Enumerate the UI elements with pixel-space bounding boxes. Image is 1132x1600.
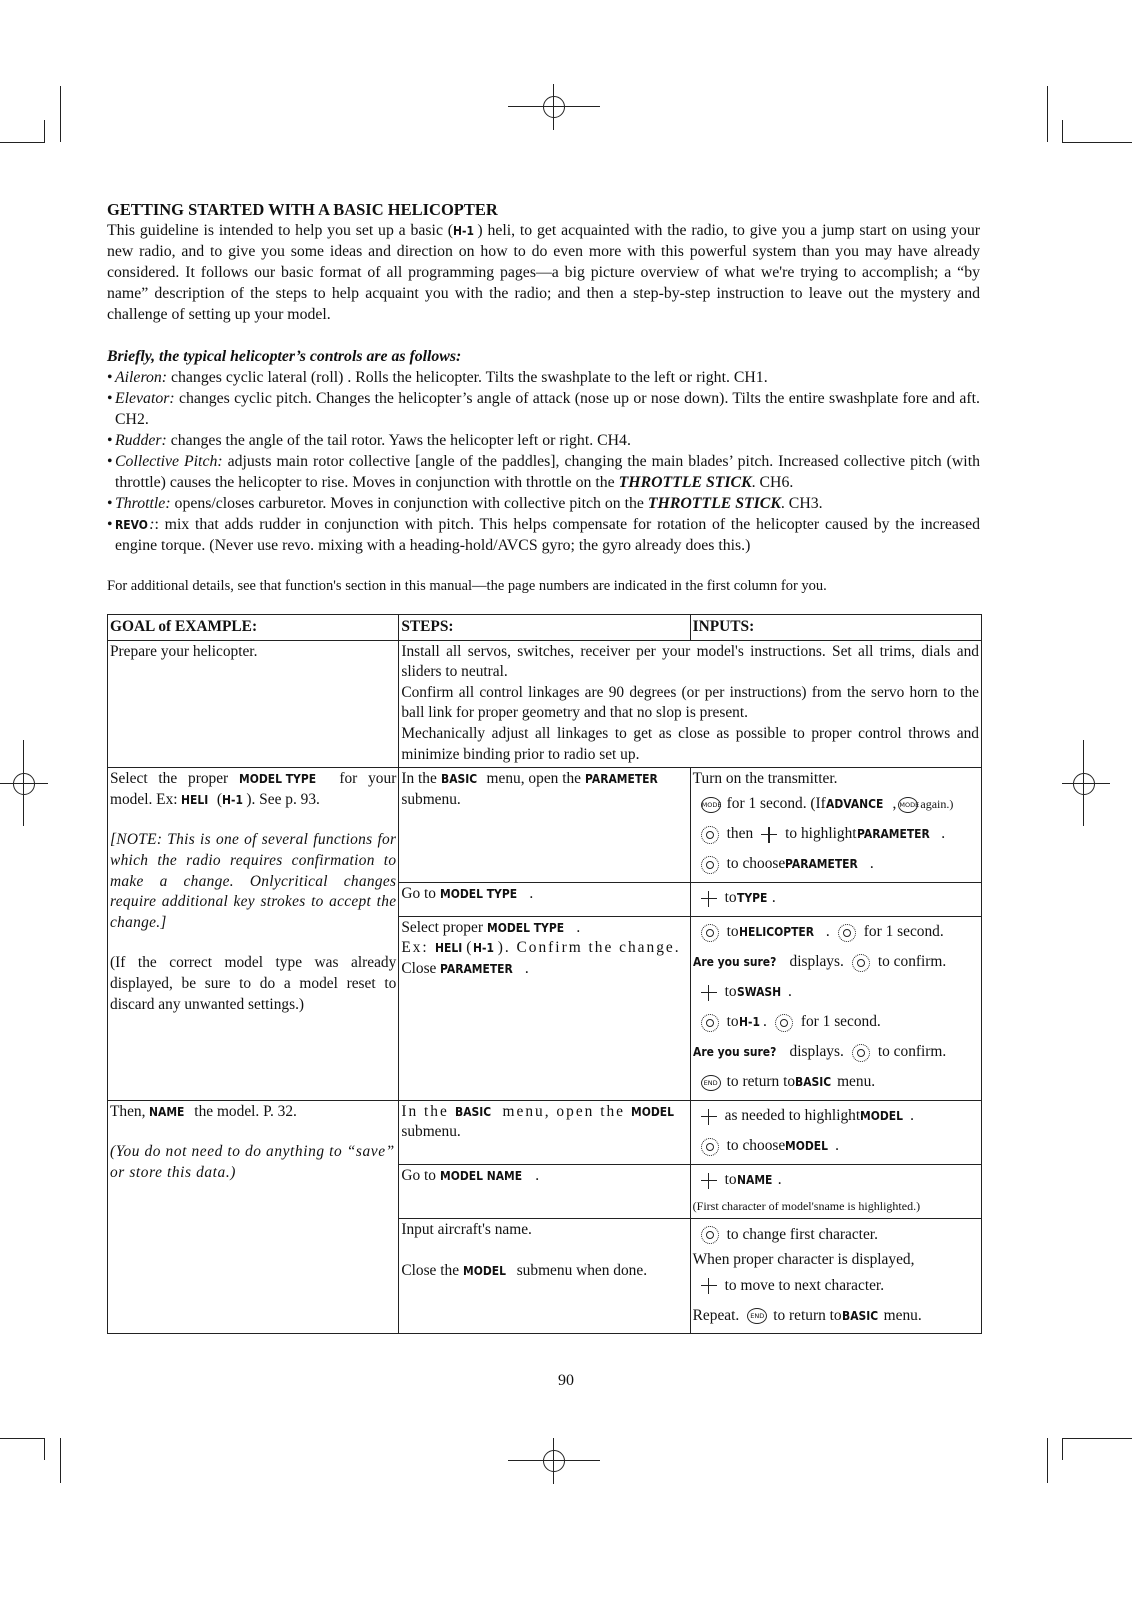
steps-cell: Go to MODEL TYPE . bbox=[399, 882, 690, 916]
control-item: • Throttle: opens/closes carburetor. Moves in conjunction with collective pitch on the THROTTLE STICK. CH3. bbox=[107, 493, 980, 514]
inputs-cell: to change first character. When proper character is displayed, to move to next character. Repeat. END to return to BASIC menu. bbox=[690, 1219, 981, 1334]
table-row bbox=[108, 1100, 982, 1164]
header-goal: GOAL of EXAMPLE: bbox=[108, 615, 399, 641]
steps-table bbox=[107, 614, 982, 1334]
cross-key-icon bbox=[701, 1278, 717, 1294]
intro-text-cont: ) heli, to get acquainted with the radio, to give you a jump start on using your new radio, and to give you some ideas and direction on how to do even more with this powerful system than you may have already considered. It follows our basic format of all programming pages—a big picture overview of what we're trying to accomplish; a “by name” description of the steps to help acquaint you with the radio; and then a step-by-step instruction to leave out the mystery and challenge of setting up your model. bbox=[107, 222, 980, 323]
steps-cell: Input aircraft's name. Close the MODEL submenu when done. bbox=[399, 1219, 690, 1334]
inputs-cell: to NAME . (First character of model'sname is highlighted.) bbox=[690, 1164, 981, 1219]
end-button-icon: END bbox=[701, 1075, 721, 1091]
steps-cell: Select proper MODEL TYPE . Ex: HELI (H-1 ). Confirm the change. Close PARAMETER . bbox=[399, 916, 690, 1100]
intro-text: This guideline is intended to help you set up a basic ( bbox=[107, 222, 454, 239]
header-inputs: INPUTS: bbox=[690, 615, 981, 641]
goal-cell: Prepare your helicopter. bbox=[108, 640, 399, 768]
dial-icon bbox=[775, 1014, 793, 1032]
dial-icon bbox=[701, 856, 719, 874]
table-header-row bbox=[108, 615, 982, 641]
dial-icon bbox=[852, 954, 870, 972]
dial-icon bbox=[701, 826, 719, 844]
cross-key-icon bbox=[701, 891, 717, 907]
additional-note: For additional details, see that function's section in this manual—the page numbers are indicated in the first column for you. bbox=[107, 578, 827, 594]
inputs-cell: to HELICOPTER . for 1 second. Are you sure? displays. to confirm. to SWASH . to H-1 . for 1 second. Are you sure? displays. to confirm. END to return to BASIC menu. bbox=[690, 916, 981, 1100]
cross-key-icon bbox=[701, 1109, 717, 1125]
cross-key-icon bbox=[701, 985, 717, 1001]
controls-list bbox=[107, 367, 980, 556]
dial-icon bbox=[701, 924, 719, 942]
dial-icon bbox=[838, 924, 856, 942]
cross-key-icon bbox=[761, 827, 777, 843]
steps-cell: In the BASIC menu, open the PARAMETER submenu. bbox=[399, 768, 690, 883]
inputs-cell: Turn on the transmitter. MODE for 1 second. (If ADVANCE , MODE again.) then to highlight PARAMETER . to choose PARAMETER . bbox=[690, 768, 981, 883]
control-item: • Aileron: changes cyclic lateral (roll) . Rolls the helicopter. Tilts the swashplate to the left or right. CH1. bbox=[107, 367, 980, 388]
inputs-cell: to TYPE . bbox=[690, 882, 981, 916]
control-item: • Elevator: changes cyclic pitch. Changes the helicopter’s angle of attack (nose up or nose down). Tilts the entire swashplate fore and aft. CH2. bbox=[107, 388, 980, 430]
page-title: GETTING STARTED WITH A BASIC HELICOPTER bbox=[107, 200, 498, 219]
controls-heading: Briefly, the typical helicopter’s controls are as follows: bbox=[107, 348, 462, 365]
goal-cell: Select the proper MODEL TYPE for your model. Ex: HELI (H-1 ). See p. 93. [NOTE: This is one of several functions for which the radio requires confirmation to make a change. Onlycritical changes require additional key strokes to accept the change.] (If the correct model type was already displayed, be sure to do a model reset to discard any unwanted settings.) bbox=[108, 768, 399, 1101]
dial-icon bbox=[701, 1138, 719, 1156]
dial-icon bbox=[701, 1226, 719, 1244]
dial-icon bbox=[701, 1014, 719, 1032]
table-row bbox=[108, 640, 982, 768]
control-item: • Collective Pitch: adjusts main rotor collective [angle of the paddles], changing the main blades’ pitch. Increased collective pitch (with throttle) causes the helicopter to rise. Moves in conjunction with throttle on the THROTTLE STICK. CH6. bbox=[107, 451, 980, 493]
end-button-icon: END bbox=[747, 1308, 767, 1324]
goal-cell: Then, NAME the model. P. 32. (You do not need to do anything to “save” or store this data.) bbox=[108, 1100, 399, 1333]
steps-cell: Go to MODEL NAME . bbox=[399, 1164, 690, 1219]
control-item: • Rudder: changes the angle of the tail rotor. Yaws the helicopter left or right. CH4. bbox=[107, 430, 980, 451]
dial-icon bbox=[852, 1044, 870, 1062]
intro-paragraph bbox=[107, 220, 980, 325]
cross-key-icon bbox=[701, 1173, 717, 1189]
steps-cell: In the BASIC menu, open the MODEL submenu. bbox=[399, 1100, 690, 1164]
table-row bbox=[108, 768, 982, 883]
model-code: H-1 bbox=[453, 223, 474, 238]
inputs-cell: as needed to highlight MODEL . to choose MODEL . bbox=[690, 1100, 981, 1164]
steps-cell: Install all servos, switches, receiver per your model's instructions. Set all trims, dials and sliders to neutral. Confirm all control linkages are 90 degrees (or per instructions) from the servo horn to the ball link for proper geometry and that no slop is present. Mechanically adjust all linkages to get as close as possible to proper control throws and minimize binding prior to radio set up. bbox=[399, 640, 982, 768]
header-steps: STEPS: bbox=[399, 615, 690, 641]
control-item: • REVO:: mix that adds rudder in conjunction with pitch. This helps compensate for rotation of the helicopter caused by the increased engine torque. (Never use revo. mixing with a heading-hold/AVCS gyro; the gyro already does this.) bbox=[107, 514, 980, 556]
mode-button-icon: MODE bbox=[701, 797, 721, 813]
mode-button-icon: MODE bbox=[898, 797, 918, 813]
revo-text: : mix that adds rudder in conjunction with pitch. This helps compensate for rotation of the helicopter caused by the increased engine torque. (Never use revo. mixing with a heading-hold/AVCS gyro; the gyro already does this.) bbox=[115, 516, 980, 554]
page-content bbox=[107, 200, 980, 1334]
page-number: 90 bbox=[558, 1372, 574, 1389]
